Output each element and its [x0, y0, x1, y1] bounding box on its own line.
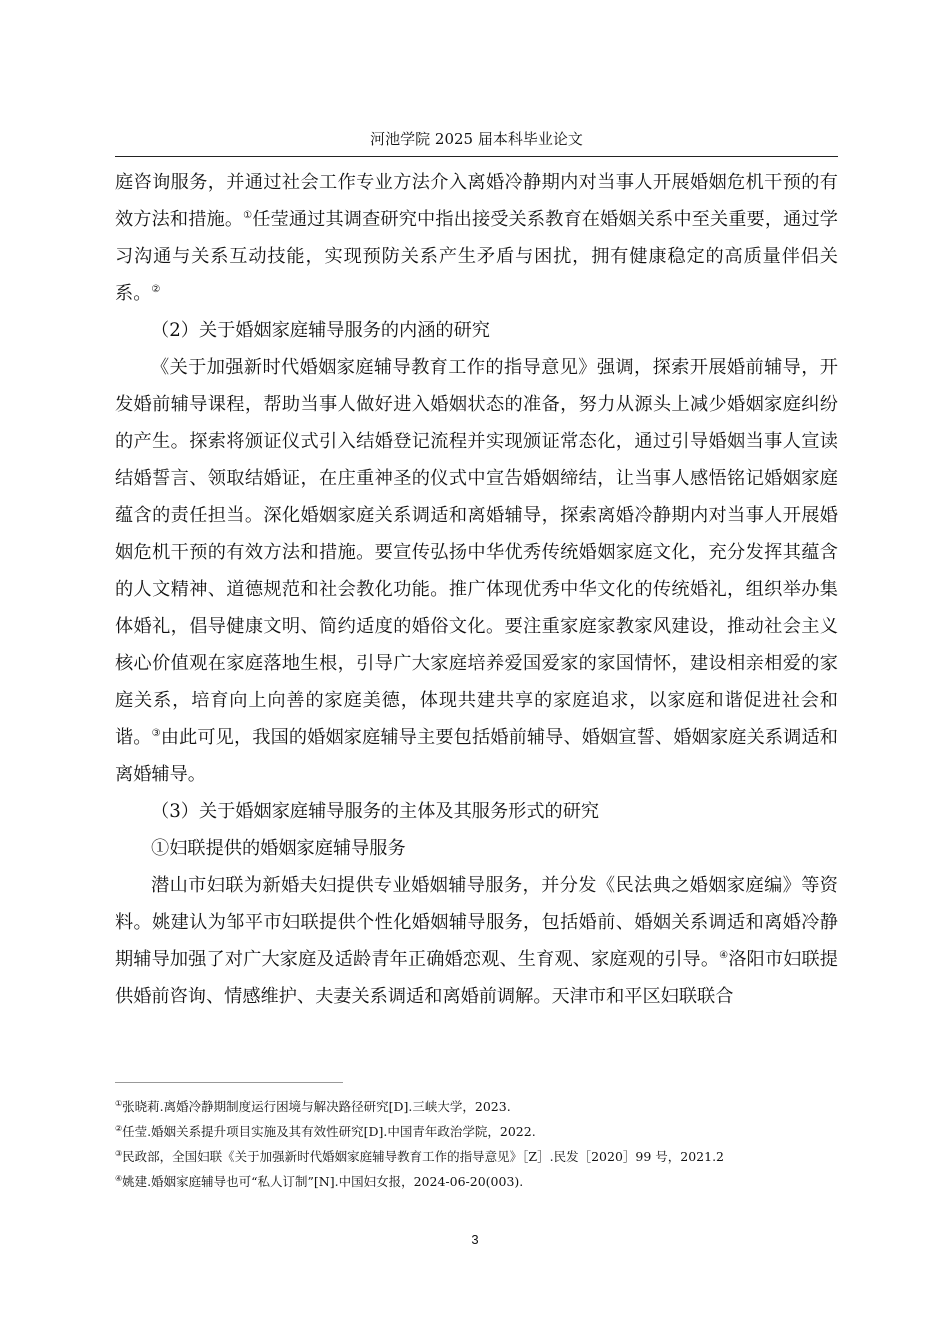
footnote-separator — [115, 1082, 343, 1083]
paragraph-3-text-a: 潜山市妇联为新婚夫妇提供专业婚姻辅导服务，并分发《民法典之婚姻家庭编》等资料。姚建认为邹平市妇联提供个性化婚姻辅导服务，包括婚前、婚姻关系调适和离婚冷静期辅导加强了对广大家庭及适龄青年正确婚恋观、生育观、家庭观的引导。 — [115, 875, 838, 970]
paragraph-1 — [115, 164, 838, 312]
footnote-ref-2[interactable]: ② — [151, 283, 161, 295]
paragraph-2-text-b: 由此可见，我国的婚姻家庭辅导主要包括婚前辅导、婚姻宣誓、婚姻家庭关系调适和离婚辅导。 — [115, 727, 838, 785]
footnote-4 — [115, 1169, 845, 1194]
subsection-heading-1: ①妇联提供的婚姻家庭辅导服务 — [151, 838, 406, 859]
footnote-ref-1[interactable]: ① — [243, 209, 253, 221]
paragraph-1-text-b: 任莹通过其调查研究中指出接受关系教育在婚姻关系中至关重要，通过学习沟通与关系互动技能，实现预防关系产生矛盾与困扰，拥有健康稳定的高质量伴侣关系。 — [115, 209, 838, 304]
section-heading-3: （3）关于婚姻家庭辅导服务的主体及其服务形式的研究 — [151, 801, 600, 822]
footnote-text: 张晓莉.离婚冷静期制度运行困境与解决路径研究[D].三峡大学，2023. — [122, 1099, 511, 1114]
paragraph-3 — [115, 867, 838, 1015]
footnote-mark: ④ — [115, 1173, 123, 1183]
footnote-text: 姚建.婚姻家庭辅导也可“私人订制”[N].中国妇女报，2024-06-20(003). — [122, 1174, 524, 1189]
header-rule — [115, 156, 838, 157]
footnote-mark: ① — [115, 1098, 123, 1108]
footnotes — [115, 1094, 845, 1194]
paragraph-2-text-a: 《关于加强新时代婚姻家庭辅导教育工作的指导意见》强调，探索开展婚前辅导，开发婚前辅导课程，帮助当事人做好进入婚姻状态的准备，努力从源头上减少婚姻家庭纠纷的产生。探索将颁证仪式引入结婚登记流程并实现颁证常态化，通过引导婚姻当事人宣读结婚誓言、领取结婚证，在庄重神圣的仪式中宣告婚姻缔结，让当事人感悟铭记婚姻家庭蕴含的责任担当。深化婚姻家庭关系调适和离婚辅导，探索离婚冷静期内对当事人开展婚姻危机干预的有效方法和措施。要宣传弘扬中华优秀传统婚姻家庭文化，充分发挥其蕴含的人文精神、道德规范和社会教化功能。推广体现优秀中华文化的传统婚礼，组织举办集体婚礼，倡导健康文明、简约适度的婚俗文化。要注重家庭家教家风建设，推动社会主义核心价值观在家庭落地生根，引导广大家庭培养爱国爱家的家国情怀，建设相亲相爱的家庭关系，培育向上向善的家庭美德，体现共建共享的家庭追求，以家庭和谐促进社会和谐。 — [115, 357, 838, 748]
footnote-text: 任莹.婚姻关系提升项目实施及其有效性研究[D].中国青年政治学院，2022. — [122, 1124, 536, 1139]
footnote-mark: ③ — [115, 1148, 123, 1158]
body-text — [115, 164, 838, 1015]
paragraph-2 — [115, 349, 838, 793]
page-number: 3 — [471, 1232, 479, 1247]
paragraph-3-text-b: 洛阳市妇联提供婚前咨询、情感维护、夫妻关系调适和离婚前调解。天津市和平区妇联联合 — [115, 949, 838, 1007]
footnote-3 — [115, 1144, 845, 1169]
footnote-text: 民政部，全国妇联《关于加强新时代婚姻家庭辅导教育工作的指导意见》［Z］.民发［2020］99 号，2021.2 — [122, 1149, 725, 1164]
running-header: 河池学院 2025 届本科毕业论文 — [370, 130, 583, 148]
footnote-ref-4[interactable]: ④ — [719, 949, 729, 961]
section-heading-2: （2）关于婚姻家庭辅导服务的内涵的研究 — [151, 320, 490, 341]
footnote-mark: ② — [115, 1123, 123, 1133]
paragraph-1-text-a: 庭咨询服务，并通过社会工作专业方法介入离婚冷静期内对当事人开展婚姻危机干预的有效方法和措施。 — [115, 172, 838, 230]
footnote-ref-3[interactable]: ③ — [151, 727, 161, 739]
footnote-2 — [115, 1119, 845, 1144]
footnote-1 — [115, 1094, 845, 1119]
